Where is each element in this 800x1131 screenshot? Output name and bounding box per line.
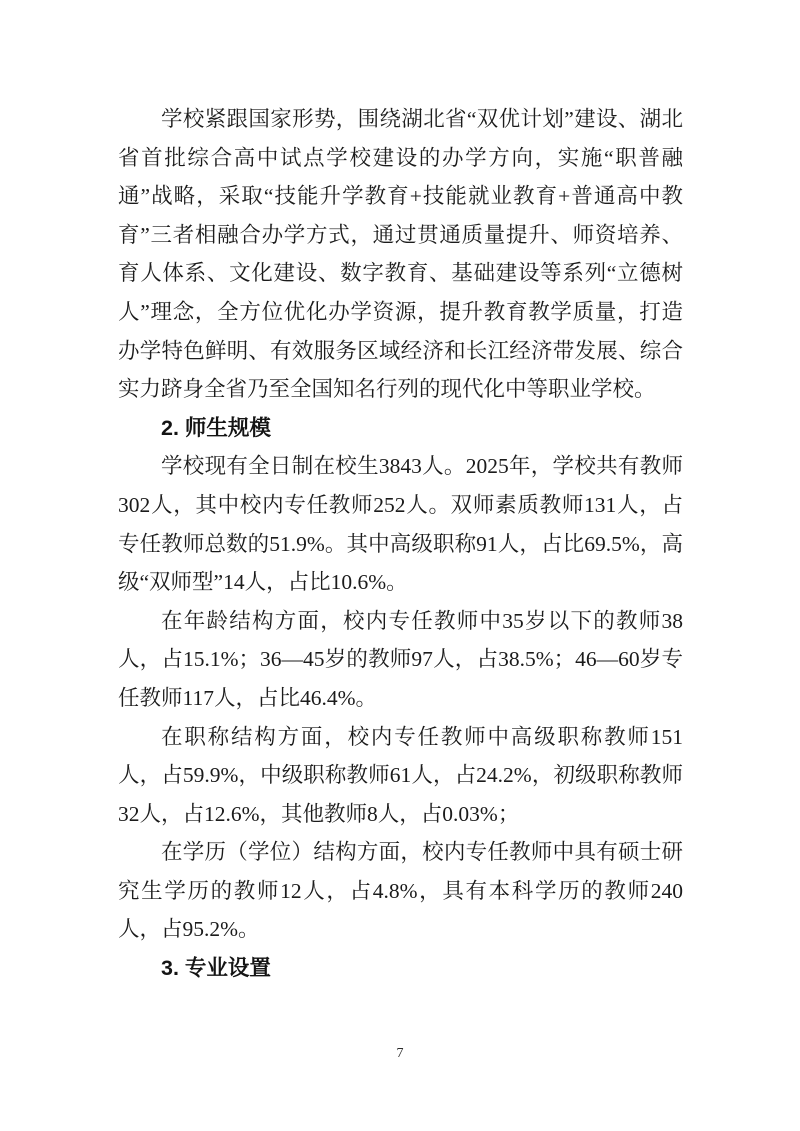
page-number: 7 bbox=[396, 1046, 404, 1061]
section-heading: 3. 专业设置 bbox=[161, 956, 271, 981]
body-paragraph: 学校紧跟国家形势，围绕湖北省“双优计划”建设、湖北省首批综合高中试点学校建设的办学方向，实施“职普融通”战略，采取“技能升学教育+技能就业教育+普通高中教育”三者相融合办学方式，通过贯通质量提升、师资培养、育人体系、文化建设、数字教育、基础建设等系列“立德树人”理念，全方位优化办学资源，提升教育教学质量，打造办学特色鲜明、有效服务区域经济和长江经济带发展、综合实力跻身全省乃至全国知名行列的现代化中等职业学校。 bbox=[118, 107, 683, 402]
body-paragraph: 在学历（学位）结构方面，校内专任教师中具有硕士研究生学历的教师12人，占4.8%，具有本科学历的教师240人，占95.2%。 bbox=[118, 840, 683, 942]
section-heading: 2. 师生规模 bbox=[161, 415, 271, 440]
page-footer bbox=[0, 1044, 800, 1064]
body-paragraph: 学校现有全日制在校生3843人。2025年，学校共有教师302人，其中校内专任教师252人。双师素质教师131人，占专任教师总数的51.9%。其中高级职称91人，占比69.5%，高级“双师型”14人，占比10.6%。 bbox=[118, 454, 683, 595]
body-paragraph: 在职称结构方面，校内专任教师中高级职称教师151人，占59.9%，中级职称教师61人，占24.2%，初级职称教师32人，占12.6%，其他教师8人，占0.03%； bbox=[118, 724, 683, 826]
body-paragraph: 在年龄结构方面，校内专任教师中35岁以下的教师38人，占15.1%；36—45岁的教师97人，占38.5%；46—60岁专任教师117人，占比46.4%。 bbox=[118, 608, 683, 710]
document-body bbox=[118, 100, 683, 988]
